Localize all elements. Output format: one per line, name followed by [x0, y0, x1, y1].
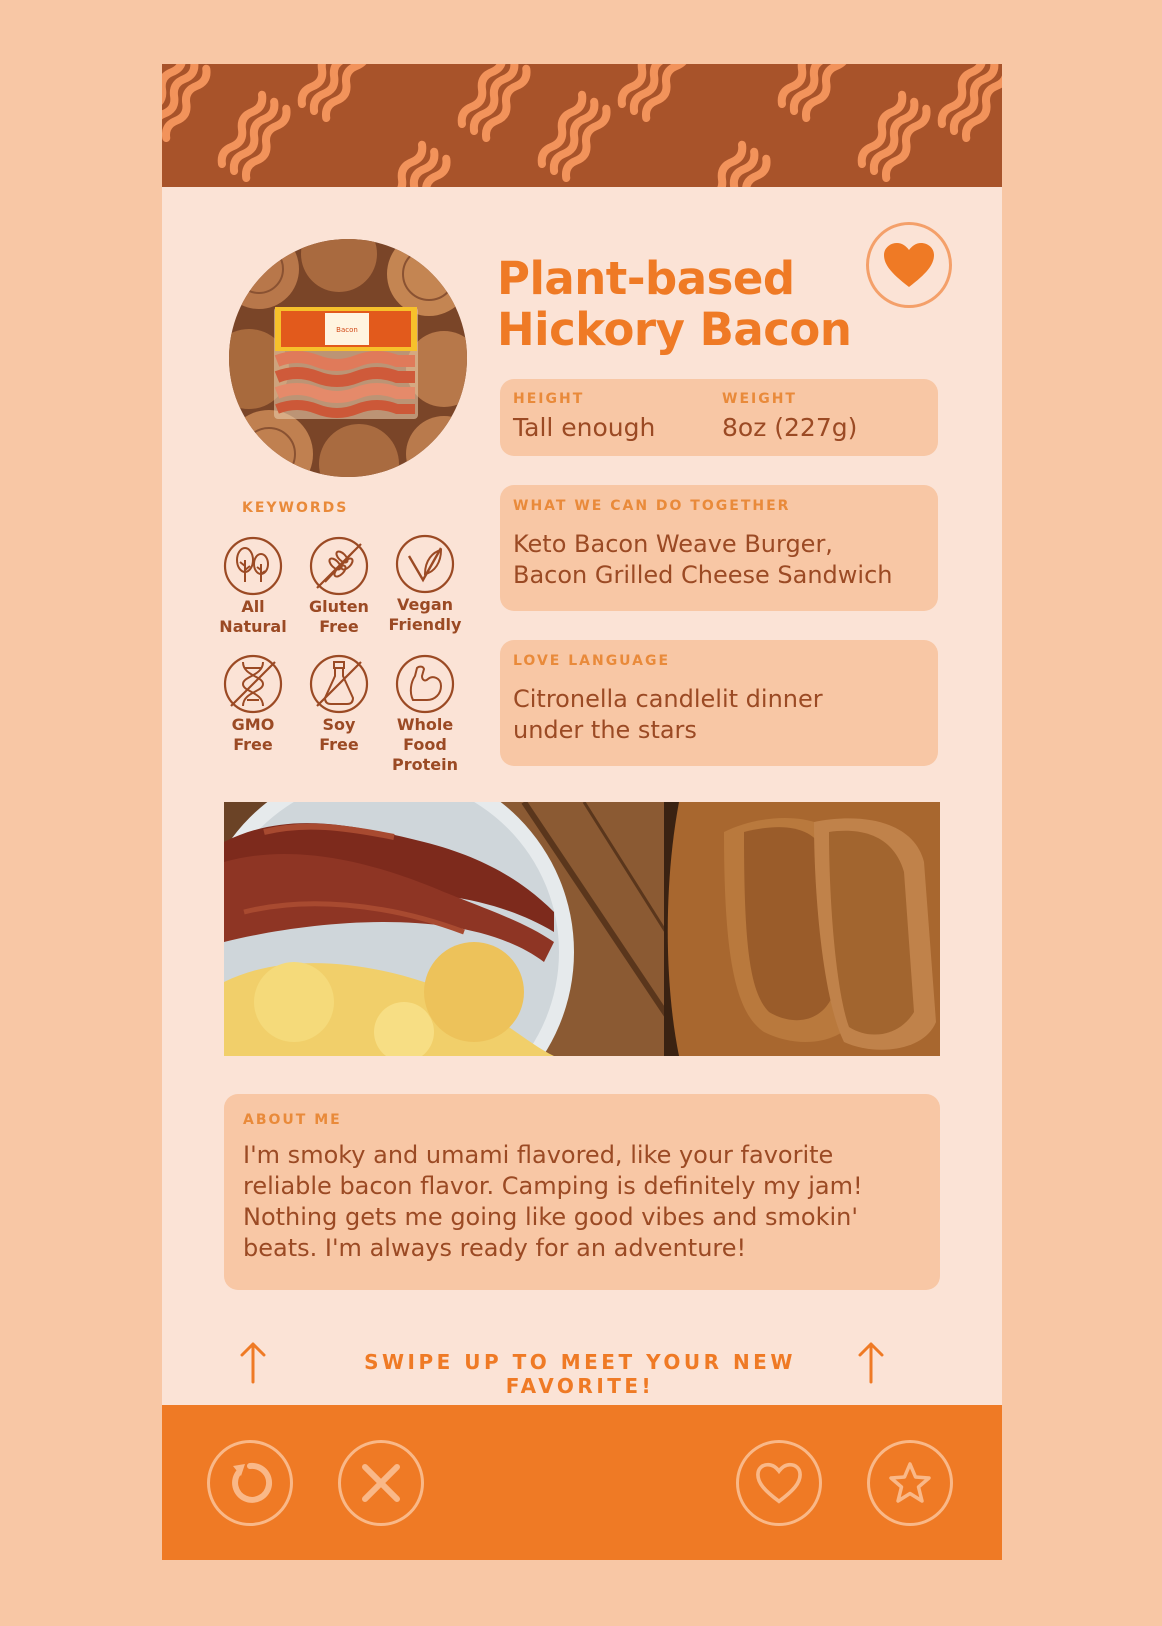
keyword-line-1: GMO — [231, 715, 275, 734]
product-title — [497, 253, 857, 355]
love-language-label: LOVE LANGUAGE — [513, 653, 671, 669]
together-label: WHAT WE CAN DO TOGETHER — [513, 498, 791, 514]
about-line-2: reliable bacon flavor. Camping is definitely my jam! — [243, 1172, 863, 1200]
weight-value: 8oz (227g) — [722, 413, 858, 442]
height-value: Tall enough — [513, 413, 656, 442]
keyword-line-1: Whole Food — [396, 715, 454, 754]
dna-icon — [223, 654, 283, 714]
package-label: Bacon — [336, 326, 358, 334]
like-button[interactable] — [736, 1440, 822, 1526]
keyword-line-2: Free — [319, 735, 359, 754]
keyword-gluten-free — [294, 536, 384, 637]
height-label: HEIGHT — [513, 391, 585, 407]
title-line-1: Plant-based — [497, 252, 795, 305]
about-line-1: I'm smoky and umami flavored, like your favorite — [243, 1141, 834, 1169]
keywords-label: KEYWORDS — [242, 500, 349, 516]
keyword-line-2: Friendly — [388, 615, 462, 634]
about-me-text — [243, 1140, 933, 1264]
up-arrow-icon — [856, 1340, 886, 1384]
close-icon — [359, 1461, 403, 1505]
undo-button[interactable] — [207, 1440, 293, 1526]
swipe-up-prompt[interactable] — [162, 1340, 1002, 1398]
love-line-2: under the stars — [513, 716, 697, 744]
wheat-icon — [309, 536, 369, 596]
undo-icon — [225, 1458, 275, 1508]
keyword-gmo-free — [208, 654, 298, 755]
stats-box — [500, 379, 938, 456]
profile-card — [162, 64, 1002, 1560]
breakfast-photo — [224, 802, 940, 1056]
keyword-all-natural — [208, 536, 298, 637]
keyword-soy-free — [294, 654, 384, 755]
together-line-2: Bacon Grilled Cheese Sandwich — [513, 561, 893, 589]
super-like-button[interactable] — [867, 1440, 953, 1526]
love-language-value — [513, 684, 823, 746]
together-box — [500, 485, 938, 611]
dismiss-button[interactable] — [338, 1440, 424, 1526]
heart-icon — [754, 1461, 804, 1505]
keyword-line-1: All — [241, 597, 265, 616]
trees-icon — [223, 536, 283, 596]
about-me-label: ABOUT ME — [243, 1112, 342, 1128]
keyword-line-2: Natural — [219, 617, 287, 636]
keyword-line-2: Free — [319, 617, 359, 636]
together-value — [513, 529, 892, 591]
height-stat — [513, 391, 655, 442]
leaf-check-icon — [395, 534, 455, 594]
title-line-2: Hickory Bacon — [497, 303, 852, 356]
keyword-whole-food-protein — [380, 654, 470, 775]
action-bar — [162, 1405, 1002, 1560]
soy-bottle-icon — [309, 654, 369, 714]
keyword-line-2: Protein — [392, 755, 458, 774]
up-arrow-icon — [238, 1340, 268, 1384]
flexed-arm-icon — [395, 654, 455, 714]
about-line-3: Nothing gets me going like good vibes and smokin' — [243, 1203, 858, 1231]
star-icon — [886, 1459, 934, 1507]
weight-label: WEIGHT — [722, 391, 797, 407]
favorite-button[interactable] — [866, 222, 952, 308]
keyword-vegan-friendly — [380, 534, 470, 635]
weight-stat — [722, 391, 857, 442]
about-line-4: beats. I'm always ready for an adventure! — [243, 1234, 747, 1262]
together-line-1: Keto Bacon Weave Burger, — [513, 530, 833, 558]
swipe-up-text: SWIPE UP TO MEET YOUR NEW FAVORITE! — [364, 1350, 796, 1398]
love-language-box — [500, 640, 938, 766]
keyword-line-1: Vegan — [397, 595, 453, 614]
heart-icon — [882, 241, 936, 289]
bacon-pattern-banner — [162, 64, 1002, 187]
about-me-box — [224, 1094, 940, 1290]
keyword-line-1: Gluten — [309, 597, 369, 616]
love-line-1: Citronella candlelit dinner — [513, 685, 823, 713]
keyword-line-1: Soy — [322, 715, 356, 734]
keyword-line-2: Free — [233, 735, 273, 754]
product-photo — [229, 239, 467, 477]
